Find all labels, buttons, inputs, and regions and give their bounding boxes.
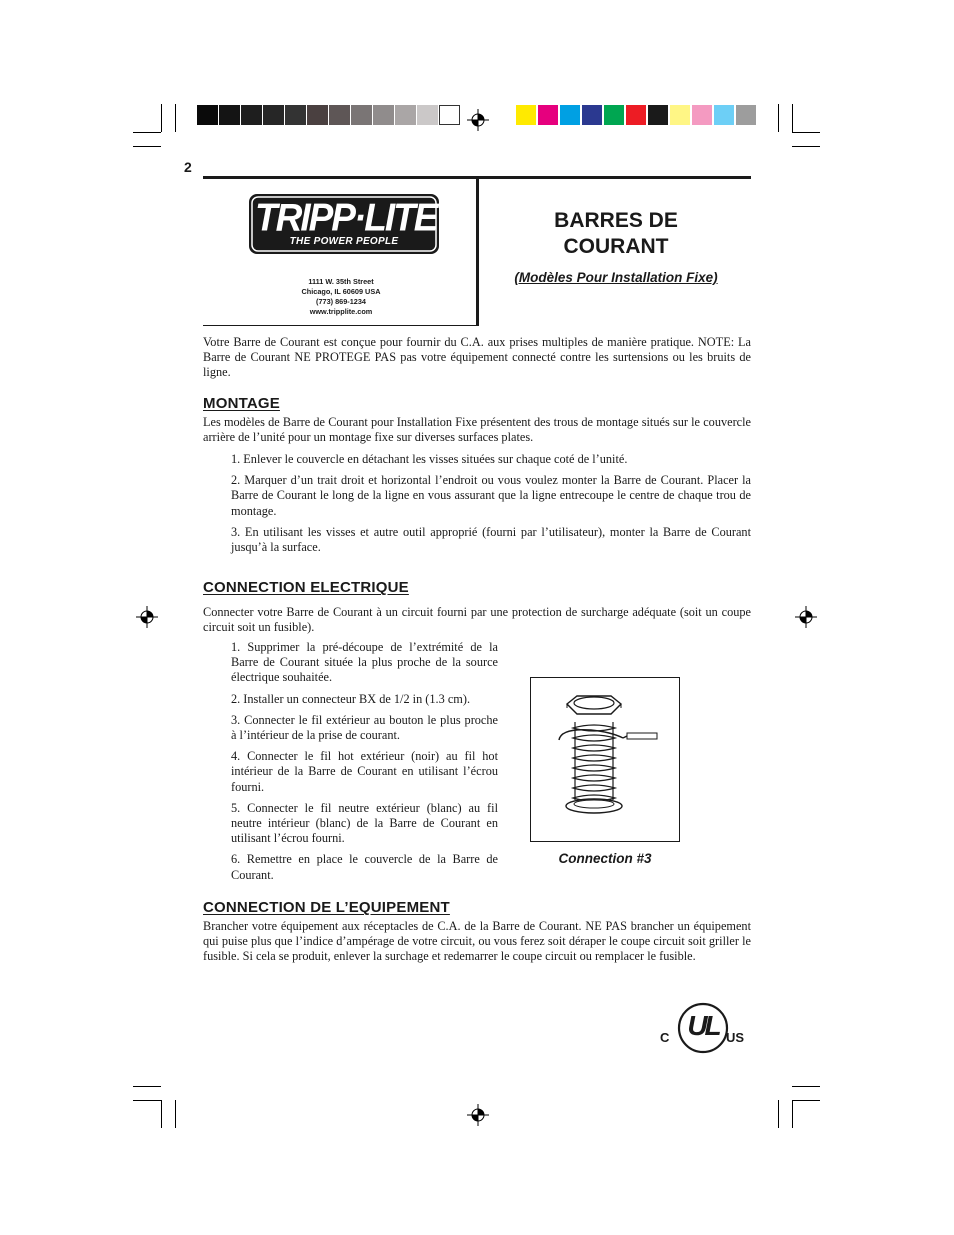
color-swatch [582,105,602,125]
connector-figure [530,677,680,842]
gray-swatch [219,105,240,125]
logo-tagline: THE POWER PEOPLE [289,236,399,247]
list-item: 6. Remettre en place le couvercle de la Barre de Courant. [231,852,498,882]
registration-mark-icon [467,1104,489,1126]
list-item: 1. Enlever le couvercle en détachant les visses situées sur chaque coté de l’unité. [231,452,628,466]
gray-swatch [417,105,438,125]
equipement-paragraph: Brancher votre équipement aux réceptacles de C.A. de la Barre de Courant. NE PAS brancher un équipement qui puise plus que l’indice d’ampérage de votre circuit, ou vous ferez soit déraper le coupe circuit soit griller le fusible. Si cela se produit, enlever la surchage et redemarrer le coupe circuit ou remplacer le fusible. [203,919,751,964]
header-bottom-rule [203,325,479,326]
header-divider [476,179,479,326]
section-heading-montage: MONTAGE [203,395,280,412]
color-swatch [714,105,734,125]
color-swatch [560,105,580,125]
page-number: 2 [184,159,192,175]
ul-mark-left: C [660,1030,670,1045]
list-item: 4. Connecter le fil hot extérieur (noir) au fil hot intérieur de la Barre de Courant en utilisant l’écrou fourni. [231,749,498,794]
color-swatch [516,105,536,125]
list-item: 1. Supprimer la pré-découpe de l’extrémité de la Barre de Courant située la plus proche de la source électrique souhaitée. [231,640,498,685]
color-swatch [736,105,756,125]
intro-paragraph: Votre Barre de Courant est conçue pour fournir du C.A. aux prises multiples de manière pratique. NOTE: La Barre de Courant NE PROTEGE PAS pas votre équipement connecté contre les surtensions ou les bruits de ligne. [203,335,751,380]
ul-certification-mark [660,1000,746,1056]
list-item: 5. Connecter le fil neutre extérieur (blanc) au fil neutre intérieur (blanc) de la Barre de Courant en utilisant l’écrou fourni. [231,800,498,846]
montage-steps [231,452,751,561]
color-swatch [692,105,712,125]
address-line: Chicago, IL 60609 USA [301,287,381,296]
gray-swatch [241,105,262,125]
company-address [280,277,402,317]
tripp-lite-logo [249,194,439,254]
list-item: 2. Installer un connecteur BX de 1/2 in (1.3 cm). [231,691,471,706]
electrique-paragraph: Connecter votre Barre de Courant à un circuit fourni par une protection de surcharge adéquate (soit un coupe circuit soit un fusible). [203,605,751,635]
address-line: www.tripplite.com [309,307,373,316]
logo-wordmark: TRIPP·LITE [255,195,437,239]
registration-mark-icon [795,606,817,628]
montage-paragraph: Les modèles de Barre de Courant pour Installation Fixe présentent des trous de montage situés sur le couvercle arrière de l’unité pour un montage fixe sur diverses surfaces plates. [203,415,751,445]
title-line-2: COURANT [563,235,669,258]
gray-swatch [329,105,350,125]
list-item: 3. En utilisant les visses et autre outil approprié (fourni par l’utilisateur), monter la Barre de Courant jusqu’à la surface. [231,524,751,555]
address-line: 1111 W. 35th Street [308,277,374,286]
ul-mark-right: US [726,1030,745,1045]
color-swatch [538,105,558,125]
section-heading-electrique: CONNECTION ELECTRIQUE [203,579,409,596]
registration-mark-icon [467,109,489,131]
gray-swatch [439,105,460,125]
document-title [480,208,752,260]
list-item: 3. Connecter le fil extérieur au bouton le plus proche à l’intérieur de la prise de courant. [231,712,498,743]
ul-mark-letters: UL [687,1010,719,1041]
bx-connector-illustration [531,678,679,841]
section-heading-equipement: CONNECTION DE L’EQUIPEMENT [203,899,450,916]
list-item: 2. Marquer d’un trait droit et horizontal l’endroit ou vous voulez monter la Barre de Courant. Placer la Barre de Courant le long de la ligne en vous assurant que la ligne entrecoupe le centre de chaque trou de montage. [231,473,751,518]
gray-swatch [263,105,284,125]
document-subtitle: (Modèles Pour Installation Fixe) [514,270,718,285]
color-swatch [626,105,646,125]
title-line-1: BARRES DE [554,209,678,232]
gray-swatch [395,105,416,125]
color-swatch [670,105,690,125]
gray-swatch [351,105,372,125]
figure-caption: Connection #3 [558,851,652,866]
electrique-steps [231,640,498,889]
address-line: (773) 869-1234 [316,297,366,306]
gray-swatch [307,105,328,125]
color-swatch [648,105,668,125]
gray-swatch [285,105,306,125]
registration-mark-icon [136,606,158,628]
color-swatch [604,105,624,125]
gray-swatch [197,105,218,125]
gray-swatch [373,105,394,125]
